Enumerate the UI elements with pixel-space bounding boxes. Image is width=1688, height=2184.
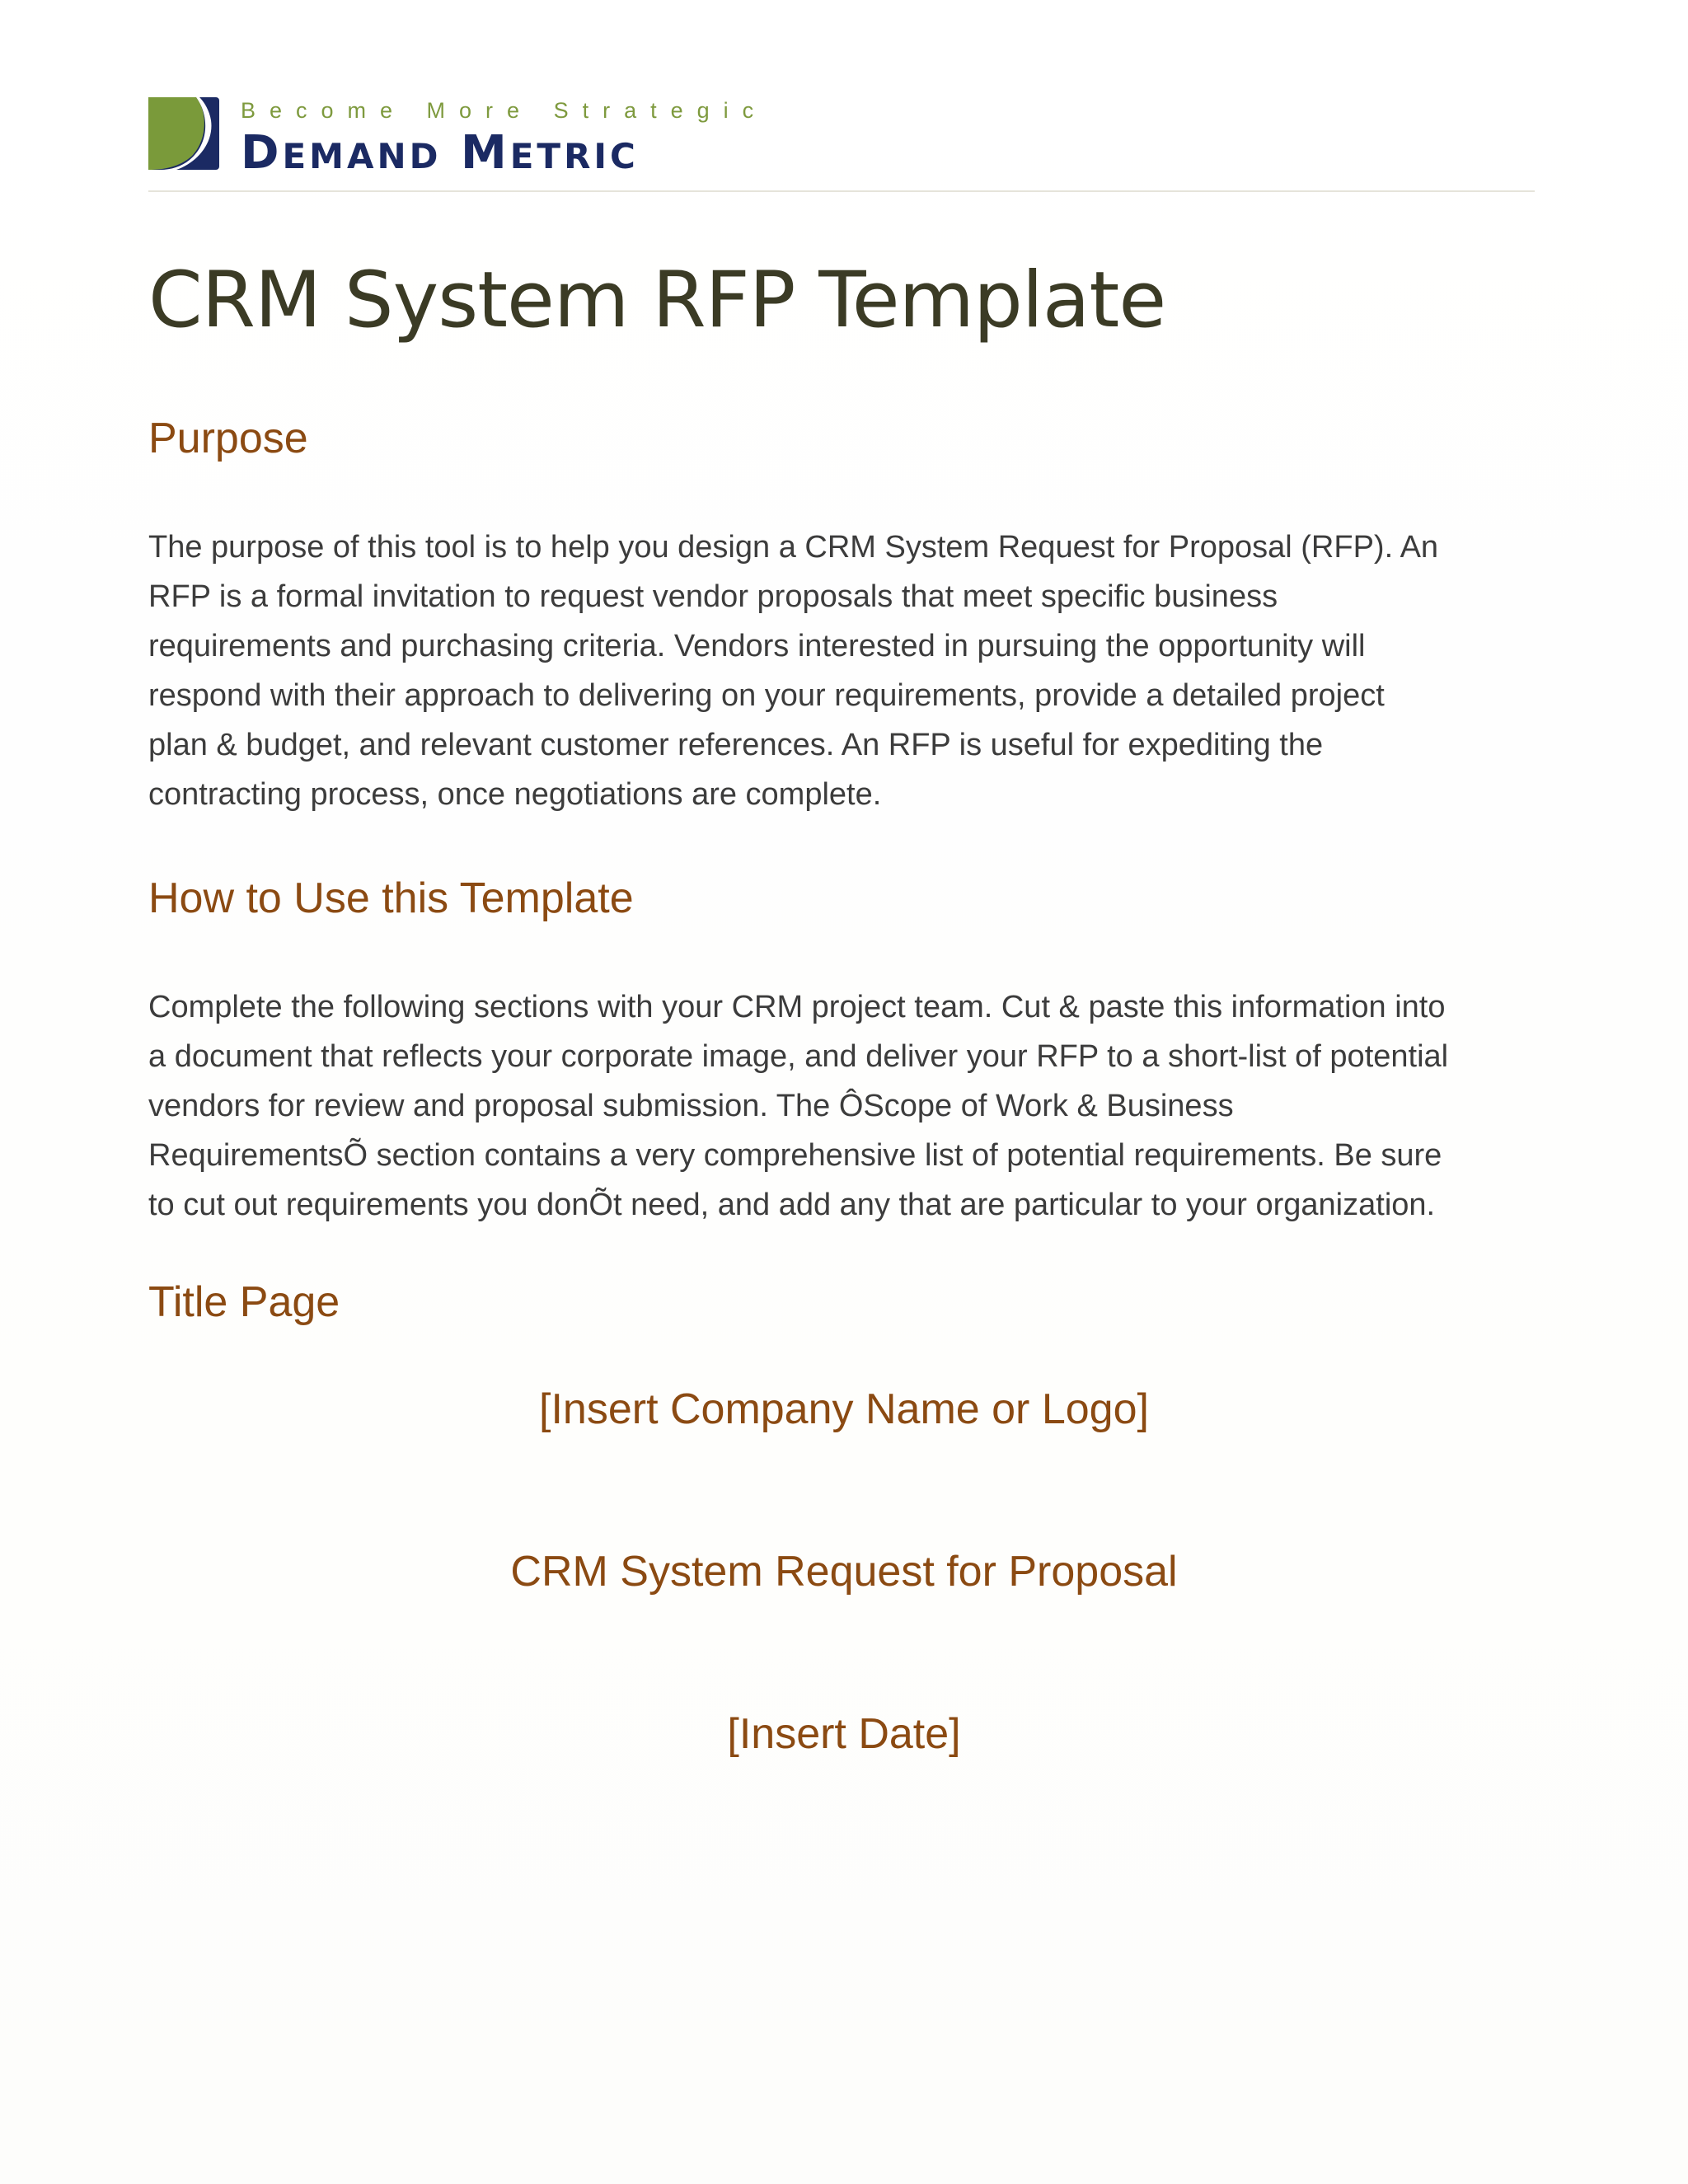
purpose-line: plan & budget, and relevant customer references. An RFP is useful for expediting the	[148, 728, 1324, 762]
logo-wordmark	[241, 127, 639, 183]
purpose-line: contracting process, once negotiations are complete.	[148, 777, 882, 812]
purpose-line: requirements and purchasing criteria. Vendors interested in pursuing the opportunity will	[148, 629, 1366, 663]
demand-metric-logo	[148, 97, 808, 180]
logo-tagline: Become More Strategic	[241, 98, 768, 123]
brand-rest-etric: ETRIC	[509, 136, 639, 176]
purpose-line: RFP is a formal invitation to request vendor proposals that meet specific business	[148, 579, 1278, 614]
header-divider	[148, 190, 1535, 192]
brand-initial-d: D	[241, 126, 283, 180]
how-to-use-line: a document that reflects your corporate image, and deliver your RFP to a short-list of potential	[148, 1039, 1449, 1074]
purpose-line: respond with their approach to delivering on your requirements, provide a detailed project	[148, 678, 1385, 713]
brand-initial-m: M	[461, 126, 510, 180]
purpose-heading: Purpose	[148, 415, 308, 462]
how-to-use-line: to cut out requirements you donÕt need, and add any that are particular to your organization.	[148, 1188, 1436, 1222]
date-placeholder: [Insert Date]	[727, 1710, 961, 1758]
purpose-line: The purpose of this tool is to help you design a CRM System Request for Proposal (RFP). An	[148, 530, 1439, 565]
purpose-paragraph	[148, 523, 1550, 819]
document-title: CRM System RFP Template	[148, 255, 1166, 345]
demand-metric-logo-mark-icon	[148, 97, 219, 170]
how-to-use-line: Complete the following sections with your CRM project team. Cut & paste this information into	[148, 990, 1446, 1024]
how-to-use-line: RequirementsÕ section contains a very comprehensive list of potential requirements. Be sure	[148, 1138, 1442, 1173]
company-name-placeholder: [Insert Company Name or Logo]	[539, 1385, 1149, 1433]
how-to-use-line: vendors for review and proposal submission. The ÔScope of Work & Business	[148, 1089, 1234, 1123]
how-to-use-paragraph	[148, 982, 1550, 1230]
title-page-heading: Title Page	[148, 1278, 340, 1326]
brand-rest-emand: EMAND	[282, 136, 442, 176]
rfp-title-text: CRM System Request for Proposal	[510, 1548, 1178, 1596]
how-to-use-heading: How to Use this Template	[148, 874, 634, 922]
